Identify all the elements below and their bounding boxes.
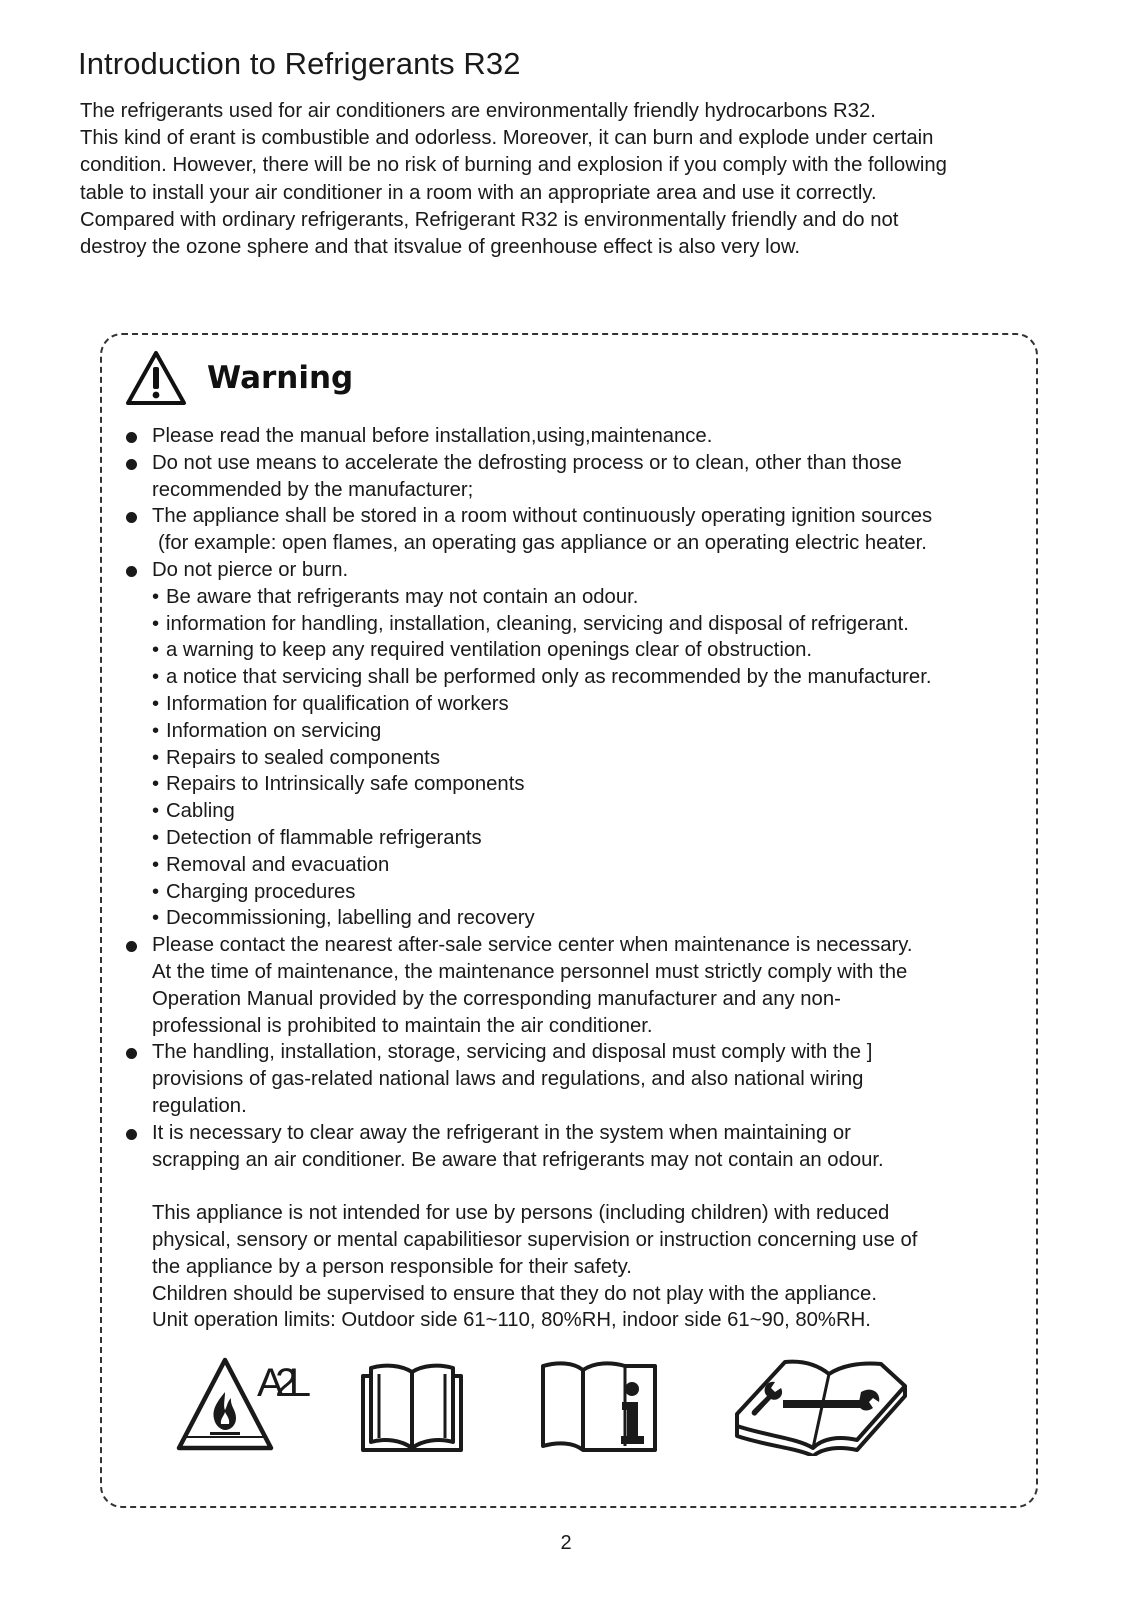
- sub-list-item: • Information for qualification of workers: [152, 691, 1032, 718]
- bullet-line: scrapping an air conditioner. Be aware that refrigerants may not contain an odour.: [152, 1148, 884, 1171]
- bullet-dot: [126, 566, 137, 577]
- sub-list-item: • Information on servicing: [152, 718, 1032, 745]
- sub-list-item: • Repairs to sealed components: [152, 745, 1032, 772]
- note-line: This appliance is not intended for use by persons (including children) with reduced: [152, 1202, 890, 1225]
- sub-list-item: • information for handling, installation, cleaning, servicing and disposal of refrigerant.: [152, 611, 1032, 638]
- bullet-line: The appliance shall be stored in a room without continuously operating ignition sources: [152, 505, 933, 528]
- bullet-line: Please contact the nearest after-sale service center when maintenance is necessary.: [152, 934, 913, 957]
- page-number: 2: [560, 1532, 572, 1554]
- spacer: [152, 1173, 1032, 1200]
- intro-line: This kind of erant is combustible and odorless. Moreover, it can burn and explode under certain: [80, 127, 934, 150]
- sub-list-item: • Repairs to Intrinsically safe components: [152, 771, 1032, 798]
- bullet-line: Please read the manual before installation,using,maintenance.: [152, 425, 713, 447]
- bullet-line: (for example: open flames, an operating gas appliance or an operating electric heater.: [158, 532, 927, 555]
- bullet-line: provisions of gas-related national laws and regulations, and also national wiring: [152, 1068, 864, 1091]
- service-manual-icon: [727, 1356, 912, 1456]
- note-line: Children should be supervised to ensure that they do not play with the appliance.: [152, 1282, 877, 1305]
- warning-heading: Warning: [207, 360, 354, 396]
- bullet-dot: [126, 1129, 137, 1140]
- sub-list-item: • Removal and evacuation: [152, 852, 1032, 879]
- sub-list-item: • Decommissioning, labelling and recovery: [152, 905, 1032, 932]
- warning-bullet: [152, 1039, 1032, 1119]
- bullet-line: regulation.: [152, 1094, 247, 1117]
- intro-line: The refrigerants used for air conditioners are environmentally friendly hydrocarbons R32.: [80, 100, 876, 122]
- intro-line: condition. However, there will be no risk of burning and explosion if you comply with the following: [80, 154, 947, 177]
- a2l-label: A2L: [257, 1361, 311, 1405]
- information-manual-icon: [537, 1356, 667, 1456]
- intro-paragraph: [80, 98, 1080, 261]
- sub-list-item: • Cabling: [152, 798, 1032, 825]
- bullet-dot: [126, 432, 137, 443]
- bullet-line: recommended by the manufacturer;: [152, 478, 474, 501]
- warning-bullet: [152, 932, 1032, 1039]
- note-line: the appliance by a person responsible for their safety.: [152, 1255, 632, 1278]
- bullet-dot: [126, 459, 137, 470]
- bullet-line: Do not use means to accelerate the defrosting process or to clean, other than those: [152, 451, 902, 474]
- page-title: Introduction to Refrigerants R32: [78, 46, 521, 81]
- warning-bullet: [152, 503, 1032, 557]
- a2l-flammable-icon: [175, 1352, 315, 1462]
- warning-bullet: [152, 423, 1032, 450]
- bullet-line: At the time of maintenance, the maintenance personnel must strictly comply with the: [152, 960, 908, 983]
- warning-header: [125, 348, 353, 408]
- intro-line: destroy the ozone sphere and that itsvalue of greenhouse effect is also very low.: [80, 236, 801, 259]
- note-line: physical, sensory or mental capabilitiesor supervision or instruction concerning use of: [152, 1228, 918, 1251]
- sub-list-item: • a warning to keep any required ventilation openings clear of obstruction.: [152, 637, 1032, 664]
- sub-list-item: • a notice that servicing shall be performed only as recommended by the manufacturer.: [152, 664, 1032, 691]
- warning-bullet: [152, 557, 1032, 932]
- bullet-line: professional is prohibited to maintain the air conditioner.: [152, 1014, 653, 1037]
- intro-line: table to install your air conditioner in a room with an appropriate area and use it correctly.: [80, 181, 877, 204]
- warning-triangle-icon: [125, 350, 187, 406]
- warning-bullet: [152, 450, 1032, 504]
- note-line: Unit operation limits: Outdoor side 61~110, 80%RH, indoor side 61~90, 80%RH.: [152, 1309, 871, 1332]
- warning-list: [152, 423, 1032, 1334]
- read-manual-icon: [357, 1356, 467, 1456]
- bullet-line: Do not pierce or burn.: [152, 558, 349, 581]
- bullet-line: It is necessary to clear away the refrigerant in the system when maintaining or: [152, 1121, 851, 1144]
- warning-bullet: [152, 1120, 1032, 1174]
- appliance-notes: [152, 1200, 1032, 1334]
- bullet-line: Operation Manual provided by the corresponding manufacturer and any non-: [152, 987, 841, 1010]
- bullet-line: The handling, installation, storage, servicing and disposal must comply with the ]: [152, 1041, 873, 1064]
- safety-symbols: [175, 1352, 935, 1462]
- sub-list-item: • Detection of flammable refrigerants: [152, 825, 1032, 852]
- sub-list-item: • Be aware that refrigerants may not contain an odour.: [152, 584, 1032, 611]
- intro-line: Compared with ordinary refrigerants, Refrigerant R32 is environmentally friendly and do not: [80, 208, 899, 231]
- sub-list-item: • Charging procedures: [152, 879, 1032, 906]
